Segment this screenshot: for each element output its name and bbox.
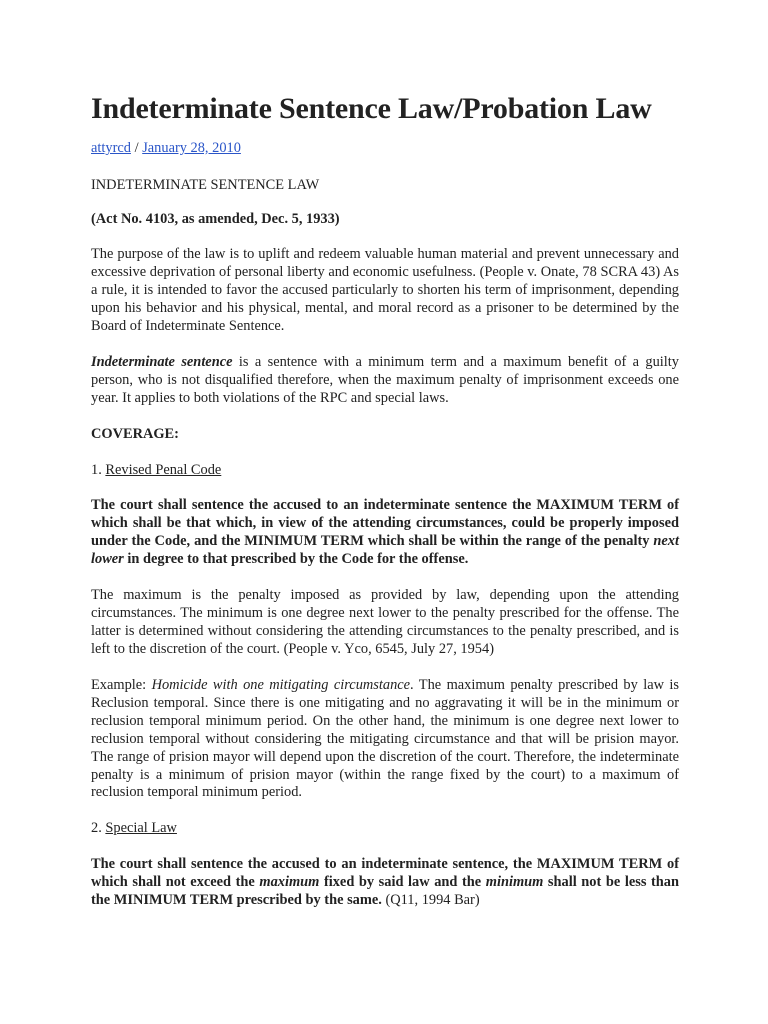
section1-heading <box>91 462 679 480</box>
section1-example <box>91 677 679 802</box>
example-case: Homicide with one mitigating circumstance <box>151 677 411 693</box>
section1-rule-emphasis: next lower <box>91 532 679 567</box>
section2-rule-c: shall not be less than the MINIMUM TERM prescribed by the same. <box>91 873 679 908</box>
definition-paragraph <box>91 354 679 408</box>
section1-rule <box>91 497 679 569</box>
section2-rule <box>91 856 679 910</box>
section2-rule-emphasis-min: minimum <box>485 873 544 890</box>
example-text: . The maximum penalty prescribed by law is Reclusion temporal. Since there is one mitigating and no aggravating it will be in the minimum or reclusion temporal minimum period. On the other hand, the minimum is one degree next lower to reclusion temporal without considering the mitigating circumstance and that will be prision mayor. The range of prision mayor will depend upon the discretion of the court. Therefore, the indeterminate penalty is a minimum of prision mayor (within the range fixed by the court) to a maximum of reclusion temporal minimum period. <box>91 677 679 801</box>
act-reference: (Act No. 4103, as amended, Dec. 5, 1933) <box>91 211 340 227</box>
example-label: Example: <box>91 677 152 693</box>
section1-explanation: The maximum is the penalty imposed as provided by law, depending upon the attending circumstances. The minimum is one degree next lower to the penalty prescribed for the offense. The latter is determined without considering the attending circumstances to the penalty prescribed, and is left to the discretion of the court. (People v. Yco, 6545, July 27, 1954) <box>91 587 679 657</box>
coverage-label: COVERAGE: <box>91 426 179 442</box>
definition-text: is a sentence with a minimum term and a maximum benefit of a guilty person, who is not disqualified therefore, when the maximum penalty of imprisonment exceeds one year. It applies to both violations of the RPC and special laws. <box>91 354 679 406</box>
article-meta <box>91 140 241 157</box>
purpose-paragraph: The purpose of the law is to uplift and redeem valuable human material and prevent unnecessary and excessive deprivation of personal liberty and economic usefulness. (People v. Onate, 78 SCRA 43) As a rule, it is intended to favor the accused particularly to shorten his term of imprisonment, depending upon his behavior and his physical, mental, and moral record as a prisoner to be determined by the Board of Indeterminate Sentence. <box>91 246 679 334</box>
date-link[interactable]: January 28, 2010 <box>142 140 241 156</box>
meta-separator: / <box>134 140 139 156</box>
section1-number: 1. <box>91 462 106 478</box>
section1-title: Revised Penal Code <box>105 462 222 478</box>
section2-rule-a: The court shall sentence the accused to an indeterminate sentence, the MAXIMUM TERM of which shall not exceed the <box>91 856 679 890</box>
section2-number: 2. <box>91 820 106 836</box>
section2-heading <box>91 820 679 838</box>
section1-rule-b: in degree to that prescribed by the Code for the offense. <box>123 550 469 567</box>
definition-term: Indeterminate sentence <box>91 354 233 370</box>
author-link[interactable]: attyrcd <box>91 140 131 156</box>
article-title: Indeterminate Sentence Law/Probation Law <box>91 92 652 125</box>
section-heading: INDETERMINATE SENTENCE LAW <box>91 177 320 193</box>
section2-rule-emphasis-max: maximum <box>259 873 320 890</box>
section2-rule-b: fixed by said law and the <box>319 873 486 890</box>
section2-citation: (Q11, 1994 Bar) <box>381 891 480 908</box>
section2-title: Special Law <box>105 820 177 836</box>
section1-rule-a: The court shall sentence the accused to an indeterminate sentence the MAXIMUM TERM of which shall be that which, in view of the attending circumstances, could be properly imposed under the Code, and the MINIMUM TERM which shall be within the range of the penalty <box>91 497 679 549</box>
